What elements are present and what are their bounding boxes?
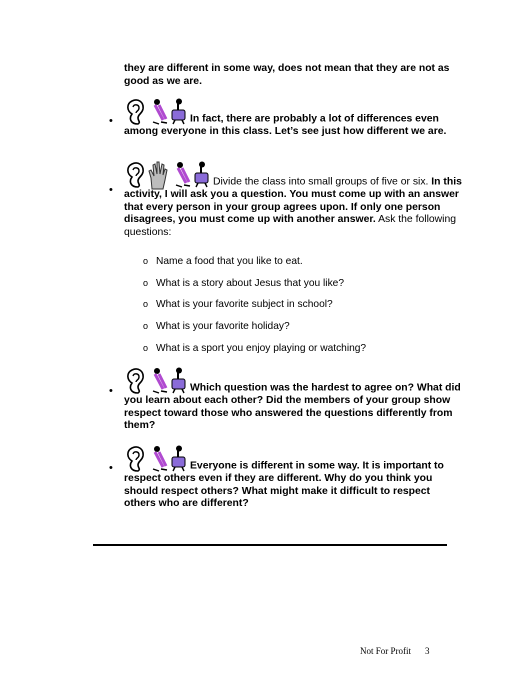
bullet-2-plain-start: Divide the class into small groups of five or six. xyxy=(213,176,432,188)
two-people-icon xyxy=(147,445,189,473)
bullet-marker: • xyxy=(109,462,113,474)
question-text: What is a story about Jesus that you like? xyxy=(156,278,344,289)
bullet-item-4 xyxy=(124,445,464,511)
ear-icon xyxy=(124,161,146,189)
ear-icon xyxy=(124,445,146,473)
footer-text: Not For Profit xyxy=(360,646,412,656)
question-text: Name a food that you like to eat. xyxy=(156,256,303,267)
question-text: What is a sport you enjoy playing or watching? xyxy=(156,343,367,354)
list-item xyxy=(143,299,333,310)
ear-icon xyxy=(124,367,146,395)
intro-paragraph: they are different in some way, does not mean that they are not as good as we are. xyxy=(124,63,450,87)
hand-icon xyxy=(147,161,169,189)
page-footer xyxy=(360,646,430,656)
page-number: 3 xyxy=(425,646,430,656)
bullet-marker: • xyxy=(109,385,113,397)
two-people-icon xyxy=(147,367,189,395)
two-people-icon xyxy=(170,161,212,189)
question-text: What is your favorite holiday? xyxy=(156,321,290,332)
bullet-marker: • xyxy=(109,115,113,127)
sub-bullet-marker: o xyxy=(143,256,149,266)
bullet-1-text: In fact, there are probably a lot of differences even among everyone in this class. Let’s see just how different we are. xyxy=(124,113,447,137)
two-people-icon xyxy=(147,98,189,126)
bullet-2-bold-text: In this activity, I will ask you a question. You must come up with an answer that every person in your group agrees upon. If only one person disagrees, you must come up with another answer. xyxy=(124,176,462,226)
section-divider xyxy=(93,544,447,546)
bullet-item-1 xyxy=(124,98,464,139)
list-item xyxy=(143,256,303,267)
list-item xyxy=(143,343,366,354)
bullet-3-text: Which question was the hardest to agree on? What did you learn about each other? Did the members of your group show respect toward those who answered the questions differently from them? xyxy=(124,382,461,432)
question-text: What is your favorite subject in school? xyxy=(156,299,333,310)
sub-bullet-marker: o xyxy=(143,278,149,288)
bullet-2-plain-end: Ask the following questions: xyxy=(124,214,457,238)
bullet-4-text: Everyone is different in some way. It is important to respect others even if they are different. Why do you think you should respect others? What might make it difficult to respect others who are different? xyxy=(124,460,444,510)
ear-icon xyxy=(124,98,146,126)
bullet-marker: • xyxy=(109,184,113,196)
bullet-item-2 xyxy=(124,161,464,239)
sub-bullet-marker: o xyxy=(143,299,149,309)
sub-bullet-marker: o xyxy=(143,321,149,331)
list-item xyxy=(143,278,344,289)
bullet-item-3 xyxy=(124,367,464,433)
list-item xyxy=(143,321,290,332)
sub-bullet-marker: o xyxy=(143,343,149,353)
